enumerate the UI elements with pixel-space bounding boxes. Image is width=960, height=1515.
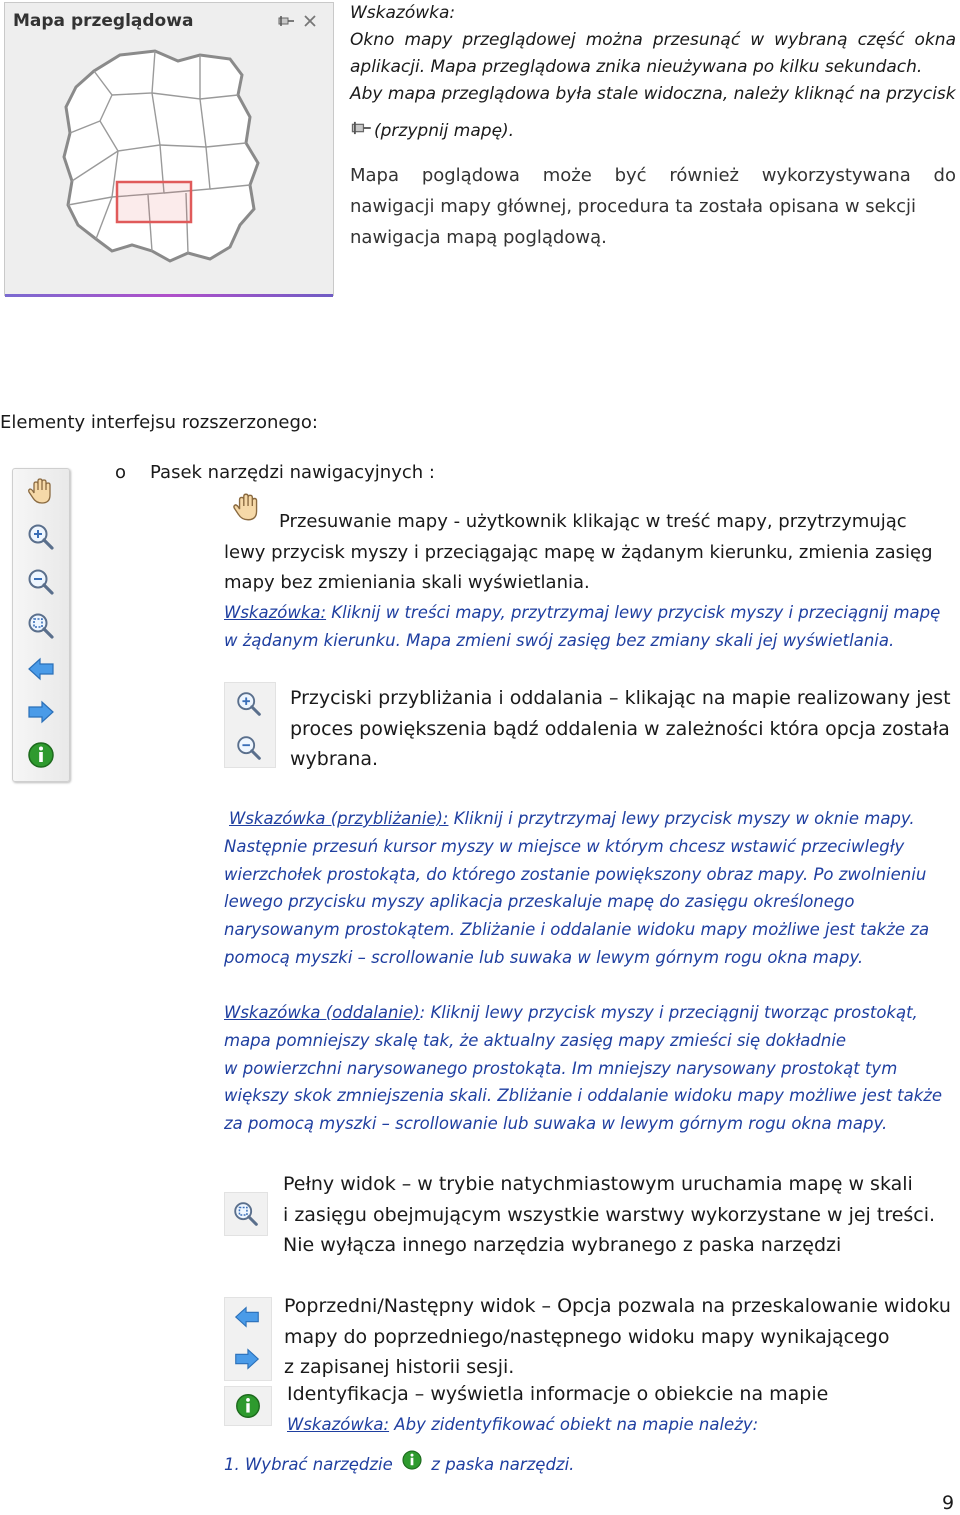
overview-map-poland[interactable]: [60, 47, 270, 267]
hint-zoom-in-line3: wierzchołek prostokąta, do którego zostanie powiększony obraz mapy. Po zwolnieniu: [224, 864, 927, 884]
fullview-description: [283, 1169, 958, 1261]
overview-map-title-bar[interactable]: [5, 3, 333, 37]
pan-line3: mapy bez zmieniania skali wyświetlania.: [224, 572, 590, 593]
pan-description: [224, 507, 958, 599]
pin-icon[interactable]: [277, 13, 295, 29]
previous-view-icon: [232, 1302, 262, 1332]
overview-desc-line3: nawigacja mapą poglądową.: [350, 227, 607, 248]
hint-zoom-out-line4: większy skok zmniejszenia skali. Zbliżanie i oddalanie widoku mapy możliwe jest także: [224, 1086, 943, 1106]
hint-overview-line3: Aby mapa przeglądowa była stale widoczna, należy kliknąć na przycisk: [350, 84, 956, 104]
full-extent-icon-box: [224, 1192, 268, 1236]
hint-zoom-in-line5: narysowanym prostokątem. Zbliżanie i oddalanie widoku mapy możliwe jest także za: [224, 920, 930, 940]
history-description: [284, 1291, 958, 1383]
hint-zoom-in-line1: Kliknij i przytrzymaj lewy przycisk myszy w oknie mapy.: [448, 809, 915, 828]
hint-zoom-in-label: Wskazówka (przybliżanie):: [229, 809, 449, 828]
overview-extent-rectangle: [117, 182, 191, 222]
identify-info-icon[interactable]: [25, 739, 57, 771]
identify-step-prefix: 1. Wybrać narzędzie: [224, 1455, 393, 1474]
pan-hint-line1: Kliknij w treści mapy, przytrzymaj lewy przycisk myszy i przeciągnij mapę: [326, 603, 941, 622]
overview-desc-line2: nawigacji mapy głównej, procedura ta została opisana w sekcji: [350, 196, 917, 217]
zoom-line2: proces powiększenia bądź oddalenia w zależności która opcja została: [290, 717, 950, 740]
identify-step-suffix: z paska narzędzi.: [431, 1455, 575, 1474]
zoom-icons-group: [224, 682, 276, 768]
history-icons-group: [224, 1297, 272, 1381]
identify-info-icon: [233, 1391, 263, 1421]
full-extent-icon: [231, 1199, 261, 1229]
pan-hint: [224, 599, 958, 655]
hint-zoom-in: [224, 805, 958, 972]
pan-hand-icon[interactable]: [25, 475, 57, 507]
identify-line1: Identyfikacja – wyświetla informacje o obiekcie na mapie: [287, 1383, 829, 1405]
fullview-line1: Pełny widok – w trybie natychmiastowym uruchamia mapę w skali: [283, 1173, 913, 1195]
fullview-line3: Nie wyłącza innego narzędzia wybranego z paska narzędzi: [283, 1234, 842, 1256]
pan-hint-line2: w żądanym kierunku. Mapa zmieni swój zasięg bez zmiany skali jej wyświetlania.: [224, 631, 895, 650]
overview-map-title: Mapa przeglądowa: [13, 11, 194, 31]
identify-hint-label: Wskazówka:: [287, 1415, 390, 1434]
zoom-description: [290, 683, 958, 775]
overview-map-panel[interactable]: [4, 2, 334, 296]
hint-zoom-in-line6: pomocą myszki – scrollowanie lub suwaka w lewym górnym rogu okna mapy.: [224, 947, 864, 967]
list-bullet: o: [115, 462, 127, 483]
pan-line2: lewy przycisk myszy i przeciągając mapę w żądanym kierunku, zmienia zasięg: [224, 541, 933, 563]
pan-line1: Przesuwanie mapy - użytkownik klikając w treść mapy, przytrzymując: [279, 511, 907, 532]
history-line3: z zapisanej historii sesji.: [284, 1356, 515, 1378]
overview-desc-line1: Mapa poglądowa może być również wykorzystywana do: [350, 165, 956, 186]
hint-overview-line4: (przypnij mapę).: [374, 121, 515, 141]
previous-view-icon[interactable]: [25, 653, 57, 685]
hint-overview-line1: Okno mapy przeglądowej można przesunąć w wybraną część okna: [350, 30, 956, 50]
identify-hint-text: Aby zidentyfikować obiekt na mapie należy:: [389, 1415, 759, 1434]
next-view-icon[interactable]: [25, 696, 57, 728]
hint-zoom-out-line2: mapa pomniejszy skalę tak, że aktualny zasięg mapy zmieści się dokładnie: [224, 1030, 847, 1050]
zoom-line3: wybrana.: [290, 748, 379, 770]
overview-description: [350, 160, 956, 253]
zoom-out-icon: [234, 733, 264, 763]
identify-info-icon: [400, 1448, 424, 1472]
history-line1: Poprzedni/Następny widok – Opcja pozwala na przeskalowanie widoku: [284, 1295, 951, 1317]
list-item-toolbar: Pasek narzędzi nawigacyjnych :: [150, 462, 435, 483]
hint-overview-label: Wskazówka:: [350, 3, 456, 23]
pin-icon: [350, 118, 372, 138]
zoom-line1: Przyciski przybliżania i oddalania – klikając na mapie realizowany jest: [290, 687, 951, 709]
history-line2: mapy do poprzedniego/następnego widoku mapy wynikającego: [284, 1325, 890, 1348]
hint-zoom-out: [224, 999, 958, 1138]
hint-overview-line2: aplikacji. Mapa przeglądowa znika nieużywana po kilku sekundach.: [350, 57, 923, 77]
hint-zoom-out-line3: w powierzchni narysowanego prostokąta. Im mniejszy narysowany prostokąt tym: [224, 1058, 898, 1078]
overview-panel-bottom-edge: [5, 294, 333, 297]
zoom-in-icon[interactable]: [25, 521, 57, 553]
navigation-toolbar: [12, 468, 70, 782]
hint-zoom-out-line1: Kliknij lewy przycisk myszy i przeciągnij tworząc prostokąt,: [425, 1003, 918, 1022]
hint-zoom-in-line2: Następnie przesuń kursor myszy w miejsce w którym chcesz wstawić przeciwległy: [224, 836, 905, 856]
hint-zoom-in-line4: lewego przycisku myszy aplikacja przeskaluje mapę do zasięgu określonego: [224, 892, 855, 912]
hint-zoom-out-label: Wskazówka (oddalanie): [224, 1003, 420, 1022]
zoom-out-icon[interactable]: [25, 566, 57, 598]
zoom-in-icon: [234, 689, 264, 719]
next-view-icon: [232, 1344, 262, 1374]
identify-icon-box: [224, 1386, 272, 1426]
pan-hint-label: Wskazówka:: [224, 603, 327, 622]
page-number: 9: [942, 1492, 955, 1514]
hint-zoom-out-colon: :: [419, 1003, 426, 1022]
close-icon[interactable]: [301, 13, 319, 29]
section-heading: Elementy interfejsu rozszerzonego:: [0, 412, 318, 433]
fullview-line2: i zasięgu obejmującym wszystkie warstwy wykorzystane w jej treści.: [283, 1203, 936, 1226]
identify-step1: [224, 1448, 574, 1474]
identify-hint: [287, 1415, 758, 1434]
hint-zoom-out-line5: za pomocą myszki – scrollowanie lub suwaka w lewym górnym rogu okna mapy.: [224, 1114, 888, 1134]
hint-overview: [350, 0, 956, 146]
full-extent-icon[interactable]: [25, 610, 57, 642]
